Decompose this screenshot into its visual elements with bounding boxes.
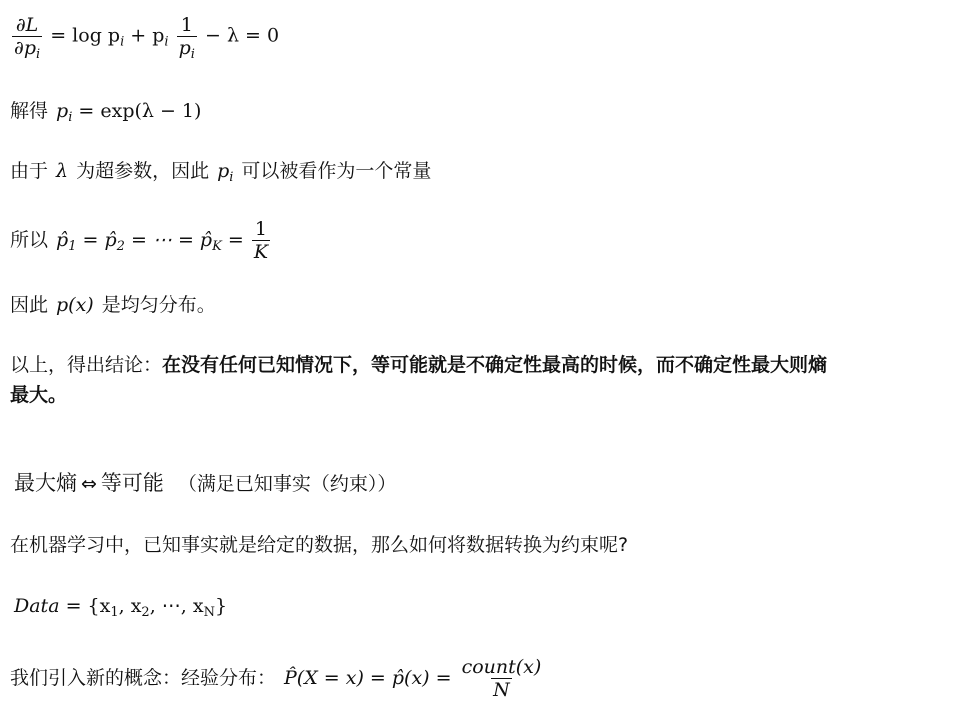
empirical-distribution-line: 我们引入新的概念：经验分布： P̂(X = x) = p̂(x) = $\frac{\text{count(x)}}{N}$	[10, 656, 542, 701]
equal-probability-line: 所以 $p̂_1$ = $p̂_2$ = ⋯ = $p̂_K$ = $\frac{1}{K}$	[10, 218, 269, 263]
count-fraction: $\frac{\text{count(x)}}{N}$	[461, 656, 542, 701]
data-set-equation: Data = {$x_1$, $x_2$, ⋯, $x_N$}	[14, 595, 228, 620]
solution-line: 解得 $p_i = \exp(\lambda - 1)$	[10, 100, 202, 125]
max-entropy-heading: 最大熵 ⇔ 等可能 （满足已知事实（约束））	[14, 471, 397, 495]
hyperparameter-line: 由于 λ 为超参数，因此 $p_i$ 可以被看作为一个常量	[10, 160, 432, 185]
conclusion-paragraph: 以上，得出结论：在没有任何已知情况下，等可能就是不确定性最高的时候，而不确定性最大则熵 最大。	[10, 354, 828, 406]
uniform-distribution-line: 因此 p(x) 是均匀分布。	[10, 294, 216, 316]
uniform-fraction: $\frac{1}{K}$	[253, 218, 269, 263]
reciprocal-fraction: $\frac{1}{p_i}$	[178, 14, 195, 62]
partial-fraction: $\frac{\partial L}{\partial p_i}$	[14, 14, 41, 62]
ml-question-line: 在机器学习中，已知事实就是给定的数据，那么如何将数据转换为约束呢?	[10, 534, 629, 556]
derivative-equation: $\frac{\partial L}{\partial p_i}$ = $\log p_i + p_i$ $\frac{1}{p_i}$ − λ = 0	[14, 14, 280, 62]
